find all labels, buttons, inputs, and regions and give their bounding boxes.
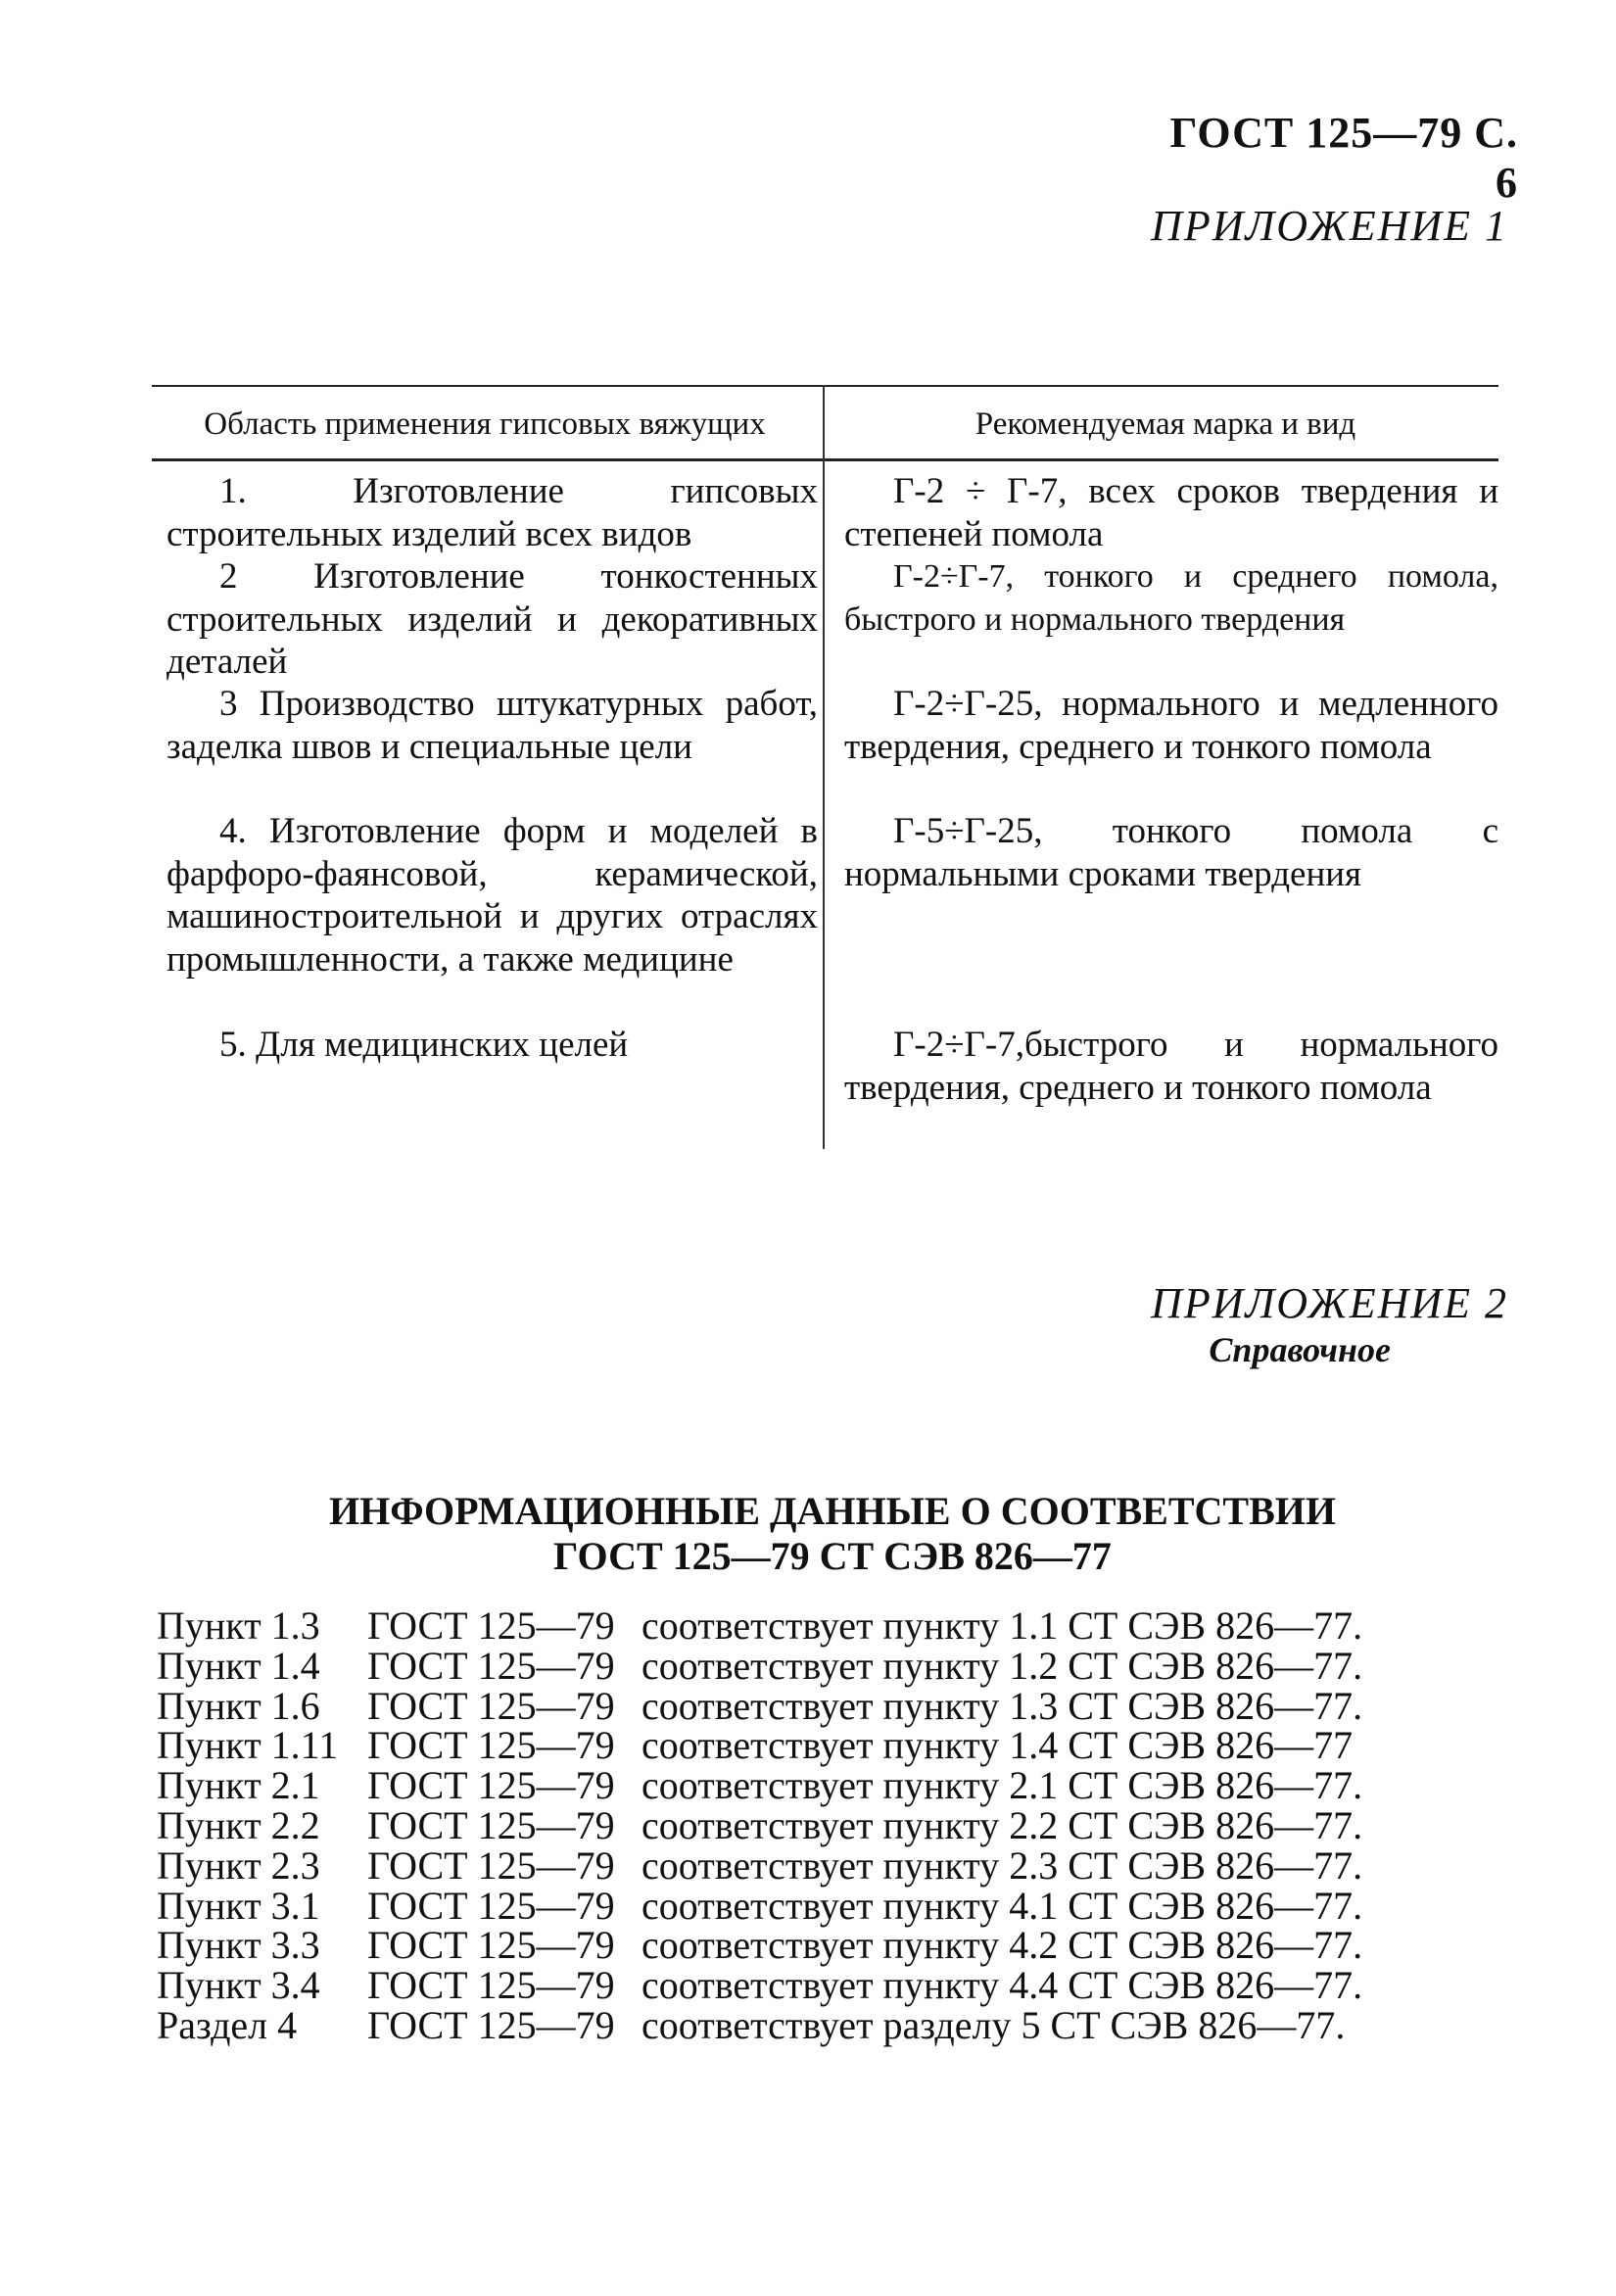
info-title-line-1: ИНФОРМАЦИОННЫЕ ДАННЫЕ О СООТВЕТСТВИИ	[328, 1489, 1337, 1533]
correspondence-text: соответствует пункту 2.2 СТ СЭВ 826—77.	[642, 1802, 1363, 1847]
correspondence-text: соответствует пункту 1.2 СТ СЭВ 826—77.	[642, 1643, 1363, 1688]
correspondence-item: Пункт 1.4	[157, 1643, 320, 1688]
correspondence-text: соответствует пункту 1.3 СТ СЭВ 826—77.	[642, 1683, 1363, 1728]
correspondence-row	[157, 1883, 1518, 1928]
table-left-item-2: 2 Изготовление тонкостенных строительных изделий и декоративных деталей	[166, 556, 818, 682]
correspondence-item: Пункт 3.4	[157, 1963, 320, 2008]
page-header-code: ГОСТ 125—79 С. 6	[1169, 109, 1518, 207]
table-left-item-5: 5. Для медицинских целей	[219, 1025, 629, 1065]
correspondence-row	[157, 1763, 1518, 1808]
appendix-2-sublabel: Справочное	[1209, 1330, 1391, 1369]
correspondence-item: Пункт 1.3	[157, 1603, 320, 1648]
correspondence-standard: ГОСТ 125—79	[367, 1883, 615, 1928]
correspondence-item: Пункт 3.3	[157, 1923, 320, 1968]
correspondence-standard: ГОСТ 125—79	[367, 1643, 615, 1688]
table-header-rule	[152, 458, 1498, 461]
correspondence-item: Пункт 3.1	[157, 1883, 320, 1928]
table-right-item-3: Г-2÷Г-25, нормального и медленного твердения, среднего и тонкого помола	[844, 684, 1498, 767]
correspondence-text: соответствует пункту 4.1 СТ СЭВ 826—77.	[642, 1883, 1363, 1928]
correspondence-standard: ГОСТ 125—79	[367, 1723, 615, 1768]
correspondence-list	[157, 1603, 1518, 2047]
correspondence-item: Пункт 2.3	[157, 1842, 320, 1888]
correspondence-text: соответствует пункту 4.2 СТ СЭВ 826—77.	[642, 1923, 1363, 1968]
correspondence-item: Пункт 2.1	[157, 1763, 320, 1808]
correspondence-standard: ГОСТ 125—79	[367, 2002, 615, 2047]
correspondence-standard: ГОСТ 125—79	[367, 1683, 615, 1728]
correspondence-text: соответствует пункту 1.1 СТ СЭВ 826—77.	[642, 1603, 1363, 1648]
correspondence-row	[157, 1842, 1518, 1888]
table-top-rule	[152, 385, 1498, 387]
table-right-item-4: Г-5÷Г-25, тонкого помола с нормальными сроками твердения	[844, 811, 1498, 894]
table-right-item-1: Г-2 ÷ Г-7, всех сроков твердения и степеней помола	[844, 471, 1498, 554]
correspondence-row	[157, 1603, 1518, 1648]
correspondence-standard: ГОСТ 125—79	[367, 1763, 615, 1808]
correspondence-item: Раздел 4	[157, 2002, 298, 2047]
correspondence-text: соответствует пункту 2.1 СТ СЭВ 826—77.	[642, 1763, 1363, 1808]
table-left-item-3: 3 Производство штукатурных работ, заделка швов и специальные цели	[166, 684, 818, 767]
correspondence-text: соответствует пункту 1.4 СТ СЭВ 826—77	[642, 1723, 1354, 1768]
correspondence-row	[157, 1802, 1518, 1847]
correspondence-item: Пункт 2.2	[157, 1802, 320, 1847]
correspondence-standard: ГОСТ 125—79	[367, 1802, 615, 1847]
table-header-recommended-grade: Рекомендуемая марка и вид	[974, 407, 1356, 442]
correspondence-standard: ГОСТ 125—79	[367, 1603, 615, 1648]
correspondence-standard: ГОСТ 125—79	[367, 1923, 615, 1968]
correspondence-standard: ГОСТ 125—79	[367, 1963, 615, 2008]
correspondence-row	[157, 1643, 1518, 1688]
table-left-item-1: 1. Изготовление гипсовых строительных изделий всех видов	[166, 471, 818, 554]
appendix-1-label: ПРИЛОЖЕНИЕ 1	[1151, 202, 1508, 250]
table-header-application-area: Область применения гипсовых вяжущих	[204, 407, 766, 442]
correspondence-row	[157, 1723, 1518, 1768]
correspondence-row	[157, 1683, 1518, 1728]
info-title	[147, 1489, 1518, 1579]
table-right-item-5: Г-2÷Г-7,быстрого и нормального твердения, среднего и тонкого помола	[844, 1025, 1498, 1108]
table-left-item-4: 4. Изготовление форм и моделей в фарфоро-фаянсовой, керамической, машиностроительной и других отраслях промышленности, а также медицине	[166, 811, 818, 980]
correspondence-item: Пункт 1.6	[157, 1683, 320, 1728]
info-title-line-2: ГОСТ 125—79 СТ СЭВ 826—77	[553, 1534, 1112, 1578]
correspondence-item: Пункт 1.11	[157, 1723, 339, 1768]
table-right-item-2: Г-2÷Г-7, тонкого и среднего помола, быстрого и нормального твердения	[844, 558, 1498, 638]
appendix-2-label: ПРИЛОЖЕНИЕ 2	[1151, 1279, 1508, 1327]
correspondence-row	[157, 1923, 1518, 1968]
table-column-divider	[823, 385, 825, 1149]
correspondence-text: соответствует разделу 5 СТ СЭВ 826—77.	[642, 2002, 1346, 2047]
correspondence-row	[157, 1963, 1518, 2008]
correspondence-standard: ГОСТ 125—79	[367, 1842, 615, 1888]
correspondence-text: соответствует пункту 2.3 СТ СЭВ 826—77.	[642, 1842, 1363, 1888]
correspondence-row	[157, 2002, 1518, 2047]
correspondence-text: соответствует пункту 4.4 СТ СЭВ 826—77.	[642, 1963, 1363, 2008]
